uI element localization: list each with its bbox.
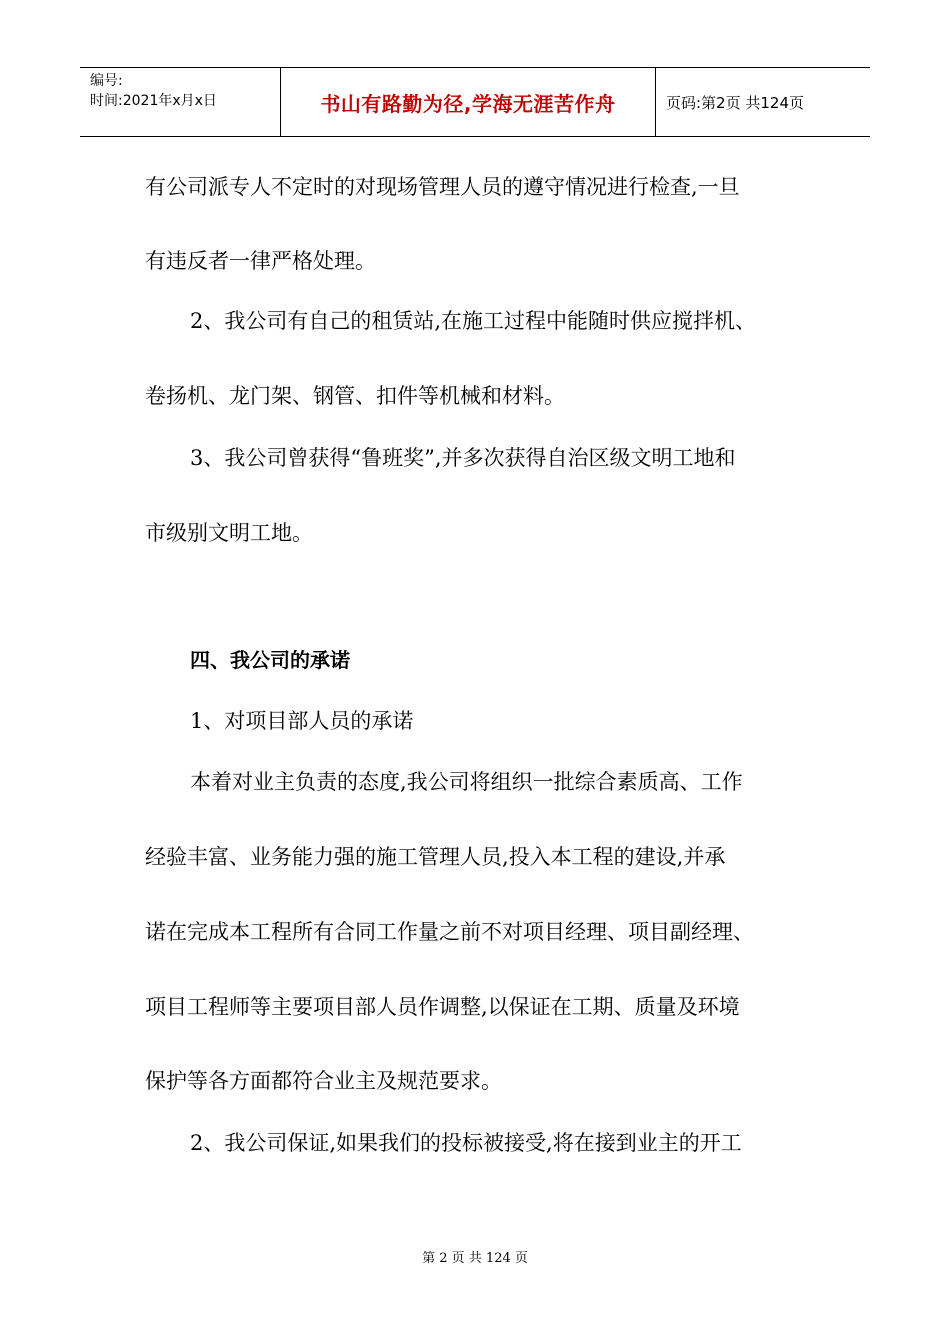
- body-line: 项目工程师等主要项目部人员作调整,以保证在工期、质量及环境: [145, 995, 740, 1019]
- body-line: 有违反者一律严格处理。: [145, 249, 376, 273]
- body-line: 2、我公司有自己的租赁站,在施工过程中能随时供应搅拌机、: [190, 309, 757, 333]
- header-page-info: 页码:第2页 共124页: [666, 93, 804, 112]
- body-line: 2、我公司保证,如果我们的投标被接受,将在接到业主的开工: [190, 1131, 742, 1155]
- document-number-label: 编号:: [90, 73, 123, 89]
- body-line: 经验丰富、业务能力强的施工管理人员,投入本工程的建设,并承: [145, 845, 726, 869]
- body-line: 市级别文明工地。: [145, 521, 313, 545]
- body-line: 本着对业主负责的态度,我公司将组织一批综合素质高、工作: [190, 770, 743, 794]
- body-line: 卷扬机、龙门架、钢管、扣件等机械和材料。: [145, 384, 565, 408]
- body-line: 保护等各方面都符合业主及规范要求。: [145, 1069, 502, 1093]
- header-motto: 书山有路勤为径,学海无涯苦作舟: [281, 68, 656, 136]
- body-line: 有公司派专人不定时的对现场管理人员的遵守情况进行检查,一旦: [145, 175, 740, 199]
- body-line: 诺在完成本工程所有合同工作量之前不对项目经理、项目副经理、: [145, 920, 754, 944]
- body-line: 3、我公司曾获得“鲁班奖”,并多次获得自治区级文明工地和: [190, 446, 736, 470]
- subsection-heading: 1、对项目部人员的承诺: [190, 709, 414, 733]
- header-meta: [80, 68, 281, 136]
- section-heading: 四、我公司的承诺: [190, 648, 350, 672]
- page-header: [80, 67, 870, 137]
- page-footer: 第 2 页 共 124 页: [422, 1251, 528, 1266]
- document-date: 时间:2021年x月x日: [90, 93, 217, 109]
